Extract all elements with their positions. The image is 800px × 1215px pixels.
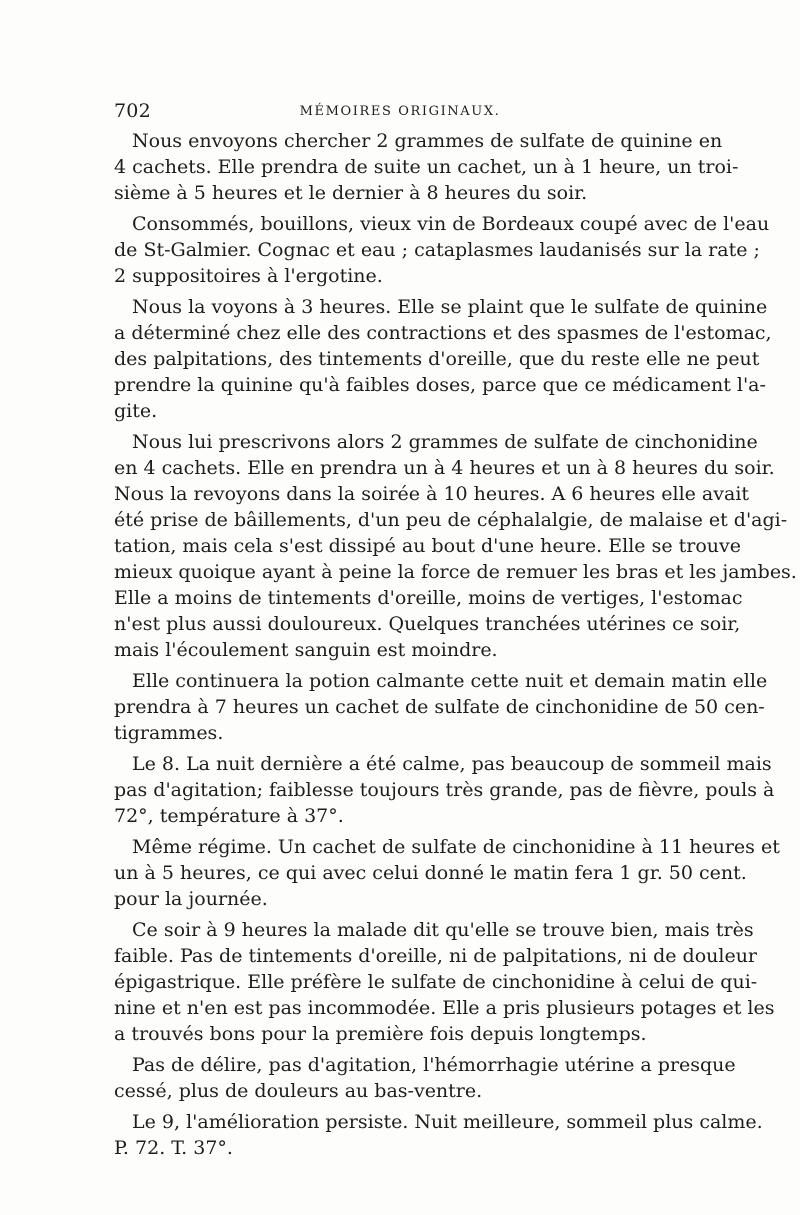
text-line: a trouvés bons pour la première fois depuis longtemps. xyxy=(114,1023,647,1045)
page-header xyxy=(114,100,686,124)
text-line: des palpitations, des tintements d'oreille, que du reste elle ne peut xyxy=(114,348,760,370)
text-line: épigastrique. Elle préfère le sulfate de cinchonidine à celui de qui- xyxy=(114,971,758,993)
text-line: gite. xyxy=(114,400,158,422)
text-line: Nous envoyons chercher 2 grammes de sulfate de quinine en xyxy=(132,130,723,152)
text-line: n'est plus aussi douloureux. Quelques tranchées utérines ce soir, xyxy=(114,613,741,635)
text-line: pour la journée. xyxy=(114,888,268,910)
text-line: Elle a moins de tintements d'oreille, moins de vertiges, l'estomac xyxy=(114,587,743,609)
text-line: mais l'écoulement sanguin est moindre. xyxy=(114,639,498,661)
text-line: Nous la revoyons dans la soirée à 10 heures. A 6 heures elle avait xyxy=(114,483,750,505)
running-head: MÉMOIRES ORIGINAUX. xyxy=(299,104,501,119)
text-line: cessé, plus de douleurs au bas-ventre. xyxy=(114,1080,483,1102)
paragraph xyxy=(114,834,780,912)
text-line: Pas de délire, pas d'agitation, l'hémorrhagie utérine a presque xyxy=(132,1054,736,1076)
text-line: Nous la voyons à 3 heures. Elle se plaint que le sulfate de quinine xyxy=(132,296,768,318)
text-line: a déterminé chez elle des contractions et des spasmes de l'estomac, xyxy=(114,322,772,344)
text-line: faible. Pas de tintements d'oreille, ni de palpitations, ni de douleur xyxy=(114,945,758,967)
text-line: pas d'agitation; faiblesse toujours très grande, pas de fièvre, pouls à xyxy=(114,779,775,801)
text-line: prendra à 7 heures un cachet de sulfate de cinchonidine de 50 cen- xyxy=(114,696,765,718)
paragraph xyxy=(114,751,775,829)
paragraph xyxy=(114,917,775,1047)
text-line: P. 72. T. 37°. xyxy=(114,1137,233,1159)
text-line: tation, mais cela s'est dissipé au bout d'une heure. Elle se trouve xyxy=(114,535,741,557)
text-line: un à 5 heures, ce qui avec celui donné le matin fera 1 gr. 50 cent. xyxy=(114,862,747,884)
text-line: prendre la quinine qu'à faibles doses, parce que ce médicament l'a- xyxy=(114,374,766,396)
text-line: nine et n'en est pas incommodée. Elle a pris plusieurs potages et les xyxy=(114,997,775,1019)
text-line: 72°, température à 37°. xyxy=(114,805,344,827)
text-line: en 4 cachets. Elle en prendra un à 4 heures et un à 8 heures du soir. xyxy=(114,457,775,479)
paragraph xyxy=(114,1109,763,1161)
text-line: Même régime. Un cachet de sulfate de cinchonidine à 11 heures et xyxy=(132,836,780,858)
text-line: été prise de bâillements, d'un peu de céphalalgie, de malaise et d'agi- xyxy=(114,509,788,531)
text-line: 4 cachets. Elle prendra de suite un cachet, un à 1 heure, un troi- xyxy=(114,156,739,178)
text-line: mieux quoique ayant à peine la force de remuer les bras et les jambes. xyxy=(114,561,797,583)
paragraph xyxy=(114,128,739,206)
text-line: sième à 5 heures et le dernier à 8 heures du soir. xyxy=(114,182,588,204)
text-line: Nous lui prescrivons alors 2 grammes de sulfate de cinchonidine xyxy=(132,431,758,453)
text-line: Le 8. La nuit dernière a été calme, pas beaucoup de sommeil mais xyxy=(132,753,772,775)
text-line: 2 suppositoires à l'ergotine. xyxy=(114,265,383,287)
text-line: Consommés, bouillons, vieux vin de Bordeaux coupé avec de l'eau xyxy=(132,213,770,235)
paragraph xyxy=(114,429,797,663)
body-text xyxy=(114,128,797,1161)
text-line: de St-Galmier. Cognac et eau ; cataplasmes laudanisés sur la rate ; xyxy=(114,239,760,261)
page-number: 702 xyxy=(114,100,151,122)
paragraph xyxy=(114,294,772,424)
text-line: Ce soir à 9 heures la malade dit qu'elle se trouve bien, mais très xyxy=(132,919,754,941)
text-line: Le 9, l'amélioration persiste. Nuit meilleure, sommeil plus calme. xyxy=(132,1111,763,1133)
text-line: tigrammes. xyxy=(114,722,224,744)
paragraph xyxy=(114,1052,736,1104)
paragraph xyxy=(114,211,770,289)
text-line: Elle continuera la potion calmante cette nuit et demain matin elle xyxy=(132,670,768,692)
paragraph xyxy=(114,668,768,746)
